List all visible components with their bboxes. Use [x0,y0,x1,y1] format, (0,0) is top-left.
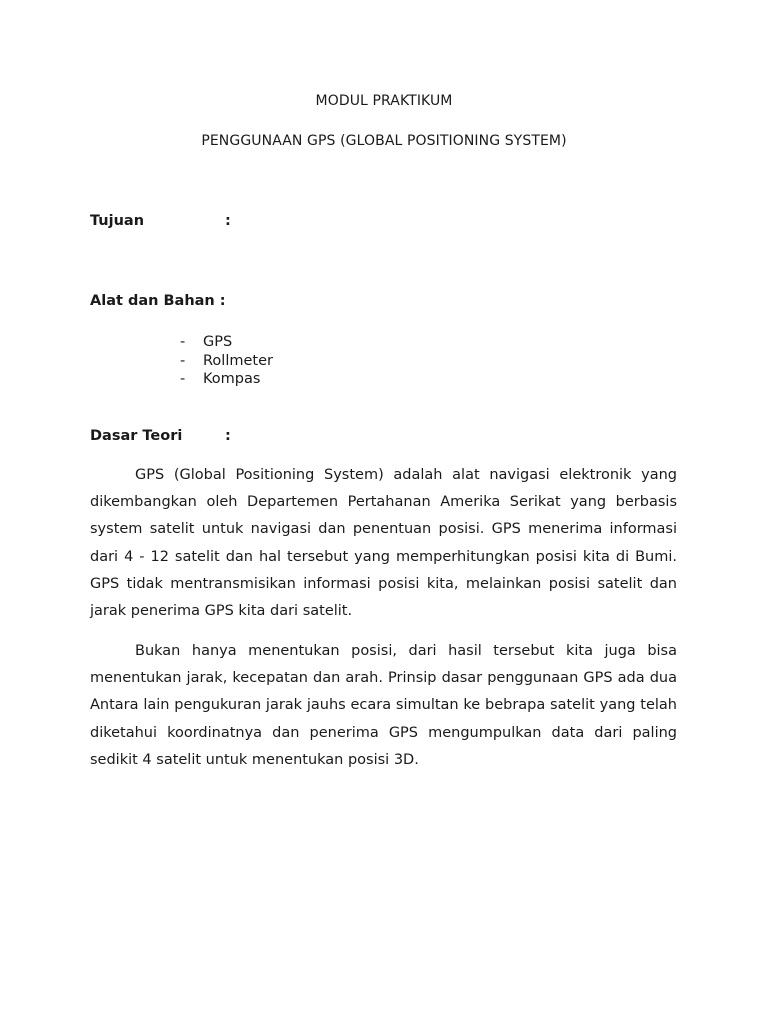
dasar-teori-heading: Dasar Teori [90,428,183,444]
alat-bahan-list [180,333,273,389]
dasar-teori-colon: : [225,428,231,444]
bullet-dash: - [180,334,186,350]
bullet-dash: - [180,371,186,387]
bullet-dash: - [180,352,186,369]
list-item-text: GPS [203,334,233,350]
list-item [180,333,273,352]
list-item [180,352,273,371]
dasar-teori-paragraph-2: Bukan hanya menentukan posisi, dari hasil tersebut kita juga bisa menentukan jarak, kecepatan dan arah. Prinsip dasar penggunaan GPS ada dua Antara lain pengukuran jarak jauhs ecara simultan ke bebrapa satelit yang telah diketahui koordinatnya dan penerima GPS mengumpulkan data dari paling sedikit 4 satelit untuk menentukan posisi 3D. [90,643,677,768]
list-item-text: Rollmeter [203,352,273,369]
document-subtitle: PENGGUNAAN GPS (GLOBAL POSITIONING SYSTEM) [201,133,567,149]
tujuan-heading: Tujuan [90,213,145,229]
list-item-text: Kompas [203,371,261,387]
list-item [180,370,273,389]
tujuan-colon: : [225,213,231,229]
document-title: MODUL PRAKTIKUM [315,93,453,109]
alat-bahan-heading: Alat dan Bahan : [90,293,226,309]
dasar-teori-paragraph-1: GPS (Global Positioning System) adalah alat navigasi elektronik yang dikembangkan oleh Departemen Pertahanan Amerika Serikat yang berbasis system satelit untuk navigasi dan penentuan posisi. GPS menerima informasi dari 4 - 12 satelit dan hal tersebut yang memperhitungkan posisi kita di Bumi. GPS tidak mentransmisikan informasi posisi kita, melainkan posisi satelit dan jarak penerima GPS kita dari satelit. [90,467,677,620]
